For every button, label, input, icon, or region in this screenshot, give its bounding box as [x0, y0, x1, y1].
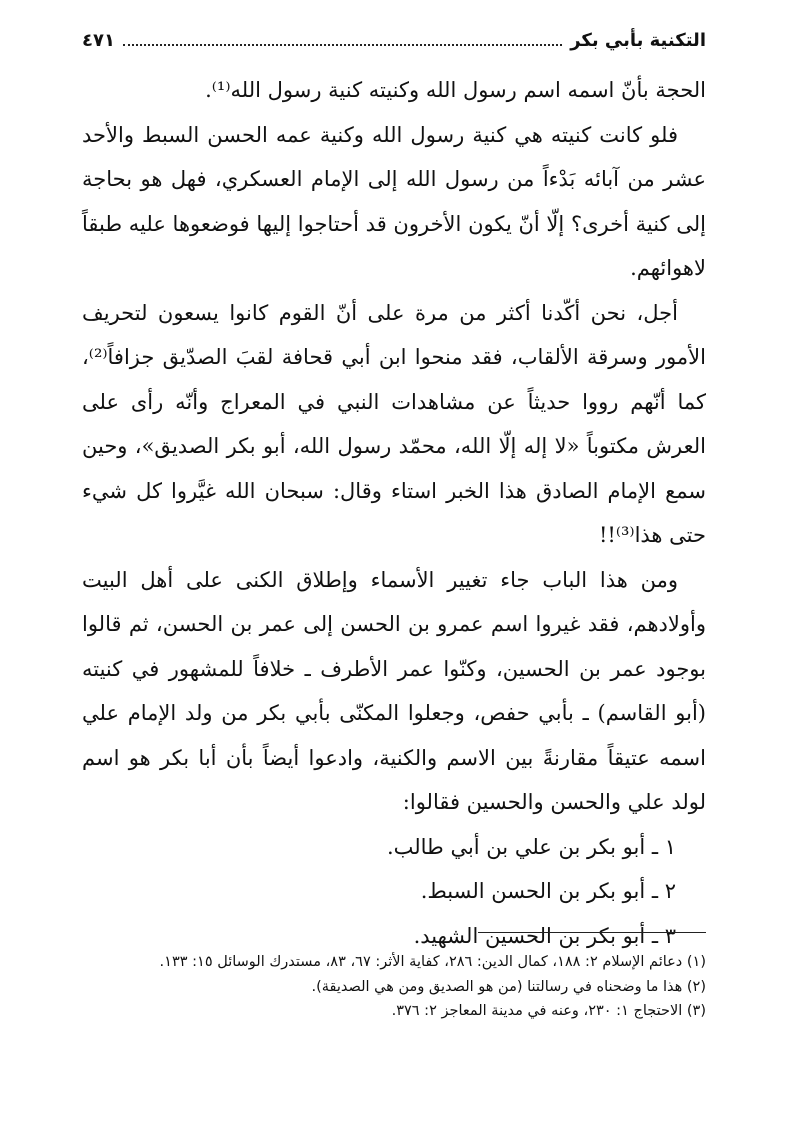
header-dot-leader [123, 44, 562, 46]
footnote-separator [478, 932, 706, 933]
header-title: التكنية بأبي بكر [570, 30, 706, 51]
footnotes [82, 950, 706, 1024]
abu-bakr-list [82, 825, 706, 959]
footnote-3: (٣) الاحتجاج ١: ٢٣٠، وعنه في مدينة المعاجز ٢: ٣٧٦. [391, 1003, 706, 1019]
main-text [82, 68, 706, 958]
page-number: ٤٧١ [82, 30, 115, 51]
paragraph-3: أجل، نحن أكّدنا أكثر من مرة على أنّ القوم كانوا يسعون لتحريف الأمور وسرقة الألقاب، فقد منحوا ابن أبي قحافة لقبَ الصدّيق جزافاً⁽²⁾، كما أنّهم رووا حديثاً عن مشاهدات النبي في المعراج وأنّه رأى على العرش مكتوباً «لا إله إلّا الله، محمّد رسول الله، أبو بكر الصديق»، وحين سمع الإمام الصادق هذا الخبر استاء وقال: سبحان الله غيَّروا كل شيء حتى هذا⁽³⁾!! [82, 300, 706, 547]
list-item: ٣ ـ أبو بكر بن الحسين الشهيد. [413, 923, 676, 948]
paragraph-1: الحجة بأنّ اسمه اسم رسول الله وكنيته كنية رسول الله⁽¹⁾. [205, 78, 706, 102]
paragraph-2: فلو كانت كنيته هي كنية رسول الله وكنية عمه الحسن السبط والأحد عشر من آبائه بَدْءاً من رسول الله إلى الإمام العسكري، فهل هو بحاجة إلى كنية أخرى؟ إلّا أنّ يكون الأخرون قد أحتاجوا إليها فوضعوها عليه طبقاً لاهوائهم. [82, 122, 706, 280]
list-item: ٢ ـ أبو بكر بن الحسن السبط. [420, 879, 676, 903]
footnote-2: (٢) هذا ما وضحناه في رسالتنا (من هو الصديق ومن هي الصديقة). [311, 978, 706, 995]
running-header [82, 30, 706, 51]
paragraph-4: ومن هذا الباب جاء تغيير الأسماء وإطلاق الكنى على أهل البيت وأولادهم، فقد غيروا اسم عمرو بن الحسن إلى عمر بن الحسن، ثم قالوا بوجود عمر بن الحسين، وكنّوا عمر الأطرف ـ خلافاً للمشهور في كنيته (أبو القاسم) ـ بأبي حفص، وجعلوا المكنّى بأبي بكر من ولد الإمام علي اسمه عتيقاً مقارنةً بين الاسم والكنية، وادعوا أيضاً بأن أبا بكر هو اسم لولد علي والحسن والحسين فقالوا: [82, 567, 706, 814]
list-item: ١ ـ أبو بكر بن علي بن أبي طالب. [386, 834, 676, 859]
footnote-1: (١) دعائم الإسلام ٢: ١٨٨، كمال الدين: ٢٨٦، كفاية الأثر: ٦٧، ٨٣، مستدرك الوسائل ١٥: ١٣٣. [159, 954, 706, 970]
